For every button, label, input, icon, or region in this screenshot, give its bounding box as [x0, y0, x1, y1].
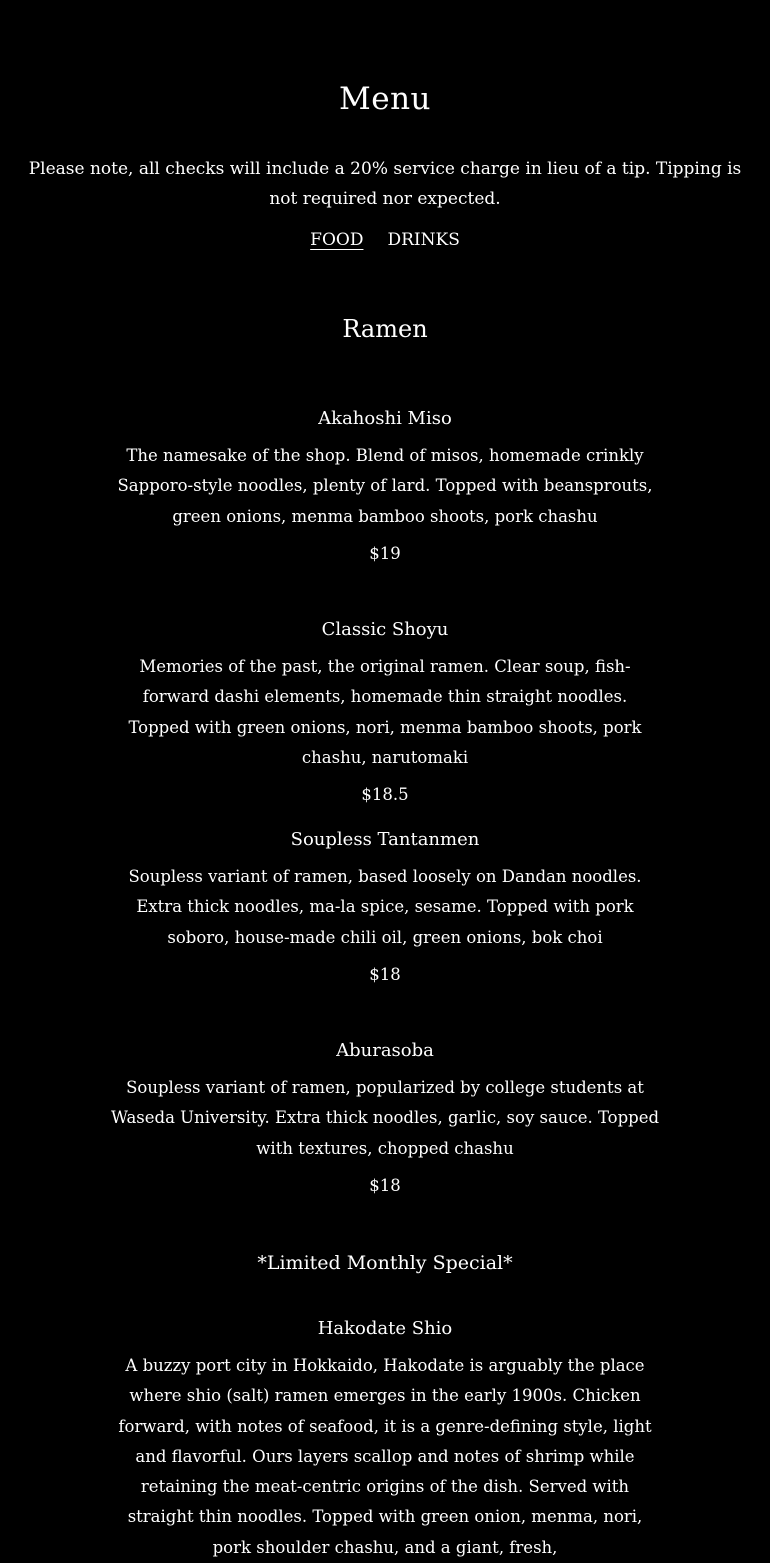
- item-price: $18.5: [361, 785, 409, 805]
- item-name: Hakodate Shio: [317, 1318, 453, 1339]
- menu-tabs: [0, 226, 770, 254]
- page-title: Menu: [338, 81, 432, 117]
- menu-item: [110, 1037, 660, 1200]
- item-name: Classic Shoyu: [321, 619, 449, 640]
- item-description: Soupless variant of ramen, popularized by college students at Waseda University. Extra thick noodles, garlic, soy sauce. Topped with textures, chopped chashu: [110, 1078, 660, 1158]
- menu-item: [110, 616, 660, 809]
- item-name: Aburasoba: [336, 1040, 434, 1061]
- item-price: $19: [369, 543, 401, 563]
- special-menu-item: [110, 1315, 660, 1563]
- item-description: Soupless variant of ramen, based loosely on Dandan noodles. Extra thick noodles, ma-la spice, sesame. Topped with pork soboro, house-made chili oil, green onions, bok choi: [128, 867, 642, 947]
- item-description: A buzzy port city in Hokkaido, Hakodate is arguably the place where shio (salt) ramen emerges in the early 1900s. Chicken forward, with notes of seafood, it is a genre-defining style, light and flavorful. Ours layers scallop and notes of shrimp while retaining the meat-centric origins of the dish. Served with straight thin noodles. Topped with green onion, menma, nori, pork shoulder chashu, and a giant, fresh,: [118, 1356, 652, 1557]
- item-name: Akahoshi Miso: [318, 408, 452, 429]
- item-name: Soupless Tantanmen: [290, 829, 480, 850]
- item-description: The namesake of the shop. Blend of misos, homemade crinkly Sapporo-style noodles, plenty of lard. Topped with beansprouts, green onions, menma bamboo shoots, pork chashu: [117, 446, 653, 526]
- service-charge-notice: Please note, all checks will include a 20% service charge in lieu of a tip. Tipping is not required nor expected.: [28, 159, 742, 209]
- tab-food[interactable]: FOOD: [310, 230, 364, 250]
- menu-item: [110, 826, 660, 989]
- menu-item: [110, 405, 660, 568]
- section-title-ramen: Ramen: [342, 315, 428, 343]
- monthly-special-label: *Limited Monthly Special*: [257, 1252, 513, 1274]
- item-price: $18: [369, 964, 401, 984]
- tab-drinks[interactable]: DRINKS: [387, 230, 460, 250]
- item-price: $18: [369, 1175, 401, 1195]
- item-description: Memories of the past, the original ramen. Clear soup, fish-forward dashi elements, homemade thin straight noodles. Topped with green onions, nori, menma bamboo shoots, pork chashu, narutomaki: [128, 657, 642, 767]
